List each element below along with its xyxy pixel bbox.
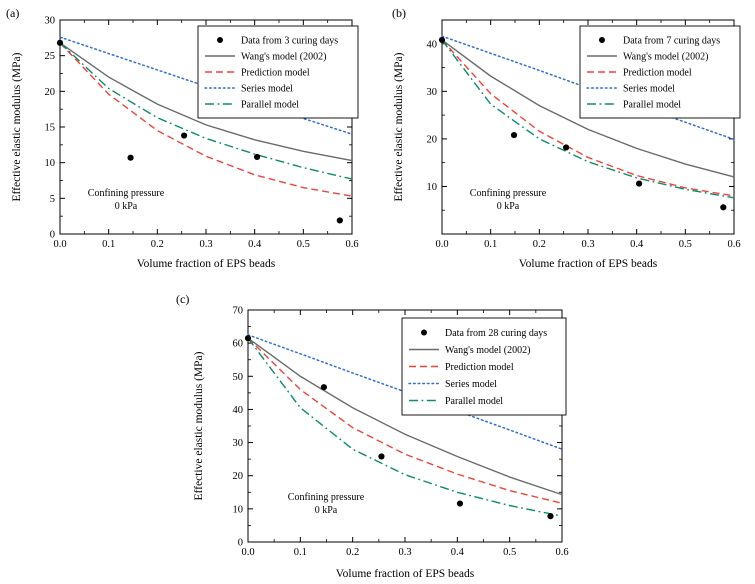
- legend-label: Series model: [623, 83, 675, 95]
- data-point: [245, 335, 251, 341]
- chart-panel-1: [8, 8, 366, 270]
- data-point: [127, 155, 133, 161]
- data-point: [720, 204, 726, 210]
- svg-text:10: 10: [232, 504, 243, 516]
- svg-text:40: 40: [232, 404, 243, 416]
- legend-label: Series model: [445, 378, 497, 390]
- legend-label: Wang's model (2002): [623, 51, 709, 63]
- y-axis-title: Effective elastic modulus (MPa): [393, 52, 405, 202]
- plot-area: [8, 8, 366, 270]
- data-point: [547, 513, 553, 519]
- annotation-line-2: 0 kPa: [314, 505, 338, 516]
- svg-text:5: 5: [49, 193, 55, 205]
- panel-tag: (b): [392, 6, 406, 20]
- svg-text:0.3: 0.3: [199, 239, 213, 250]
- svg-text:20: 20: [232, 471, 243, 483]
- annotation-line-2: 0 kPa: [496, 201, 520, 212]
- plot-area: [390, 8, 748, 270]
- svg-text:0.4: 0.4: [450, 547, 464, 558]
- annotation-line-2: 0 kPa: [114, 201, 138, 212]
- y-axis-title: Effective elastic modulus (MPa): [11, 52, 23, 202]
- svg-text:25: 25: [44, 51, 55, 63]
- svg-text:0.0: 0.0: [241, 547, 255, 558]
- x-axis-title: Volume fraction of EPS beads: [136, 258, 276, 270]
- data-point: [57, 40, 63, 46]
- data-point: [439, 37, 445, 43]
- legend-label: Data from 28 curing days: [445, 327, 548, 339]
- svg-text:10: 10: [44, 158, 55, 170]
- legend-label: Data from 3 curing days: [241, 35, 339, 47]
- data-point: [181, 132, 187, 138]
- data-point: [378, 453, 384, 459]
- legend-label: Data from 7 curing days: [623, 35, 721, 47]
- svg-text:30: 30: [44, 15, 55, 27]
- annotation-line-1: Confining pressure: [287, 492, 365, 503]
- legend-label: Series model: [241, 83, 293, 95]
- y-axis-title: Effective elastic modulus (MPa): [193, 351, 205, 501]
- svg-text:0.4: 0.4: [248, 239, 262, 250]
- legend-label: Prediction model: [241, 67, 310, 79]
- svg-text:0.3: 0.3: [398, 547, 412, 558]
- svg-text:0.2: 0.2: [150, 239, 164, 250]
- svg-text:15: 15: [44, 122, 55, 134]
- legend: [580, 26, 740, 118]
- panel-tag: (a): [6, 6, 20, 20]
- svg-text:60: 60: [232, 338, 243, 350]
- svg-text:10: 10: [426, 181, 437, 193]
- legend-label: Parallel model: [241, 99, 300, 111]
- legend-label: Prediction model: [445, 361, 514, 373]
- svg-text:30: 30: [232, 438, 243, 450]
- svg-text:0.4: 0.4: [630, 239, 644, 250]
- legend: [198, 26, 358, 118]
- legend-label: Wang's model (2002): [241, 51, 327, 63]
- data-point: [337, 217, 343, 223]
- svg-text:0.1: 0.1: [484, 239, 498, 250]
- chart-panel-3: [190, 296, 578, 580]
- svg-text:0.2: 0.2: [346, 547, 360, 558]
- svg-text:0: 0: [49, 229, 55, 241]
- legend: [402, 318, 566, 415]
- svg-text:0.0: 0.0: [53, 239, 67, 250]
- svg-text:0.5: 0.5: [503, 547, 517, 558]
- svg-text:0.5: 0.5: [296, 239, 310, 250]
- legend-label: Wang's model (2002): [445, 344, 531, 356]
- chart-panel-2: [390, 8, 748, 270]
- svg-text:0.1: 0.1: [293, 547, 307, 558]
- data-point: [563, 144, 569, 150]
- svg-text:0.2: 0.2: [532, 239, 546, 250]
- data-point: [636, 180, 642, 186]
- svg-text:20: 20: [426, 134, 437, 146]
- annotation-line-1: Confining pressure: [87, 188, 165, 199]
- data-point: [457, 500, 463, 506]
- legend-label: Parallel model: [623, 99, 682, 111]
- svg-text:0.5: 0.5: [678, 239, 692, 250]
- svg-text:0.6: 0.6: [345, 239, 359, 250]
- x-axis-title: Volume fraction of EPS beads: [335, 568, 475, 580]
- svg-text:40: 40: [426, 39, 437, 51]
- svg-text:70: 70: [232, 305, 243, 317]
- svg-text:30: 30: [426, 86, 437, 98]
- data-point: [254, 154, 260, 160]
- legend-label: Prediction model: [623, 67, 692, 79]
- data-point: [321, 384, 327, 390]
- svg-text:20: 20: [44, 86, 55, 98]
- svg-text:0.1: 0.1: [102, 239, 116, 250]
- svg-text:0.3: 0.3: [581, 239, 595, 250]
- x-axis-title: Volume fraction of EPS beads: [518, 258, 658, 270]
- annotation-line-1: Confining pressure: [469, 188, 547, 199]
- panel-tag: (c): [176, 292, 190, 306]
- svg-text:0.6: 0.6: [727, 239, 741, 250]
- svg-text:0.6: 0.6: [555, 547, 569, 558]
- plot-area: [190, 296, 578, 580]
- svg-text:50: 50: [232, 371, 243, 383]
- svg-text:0: 0: [237, 537, 243, 549]
- data-point: [511, 132, 517, 138]
- svg-text:0.0: 0.0: [435, 239, 449, 250]
- legend-label: Parallel model: [445, 395, 504, 407]
